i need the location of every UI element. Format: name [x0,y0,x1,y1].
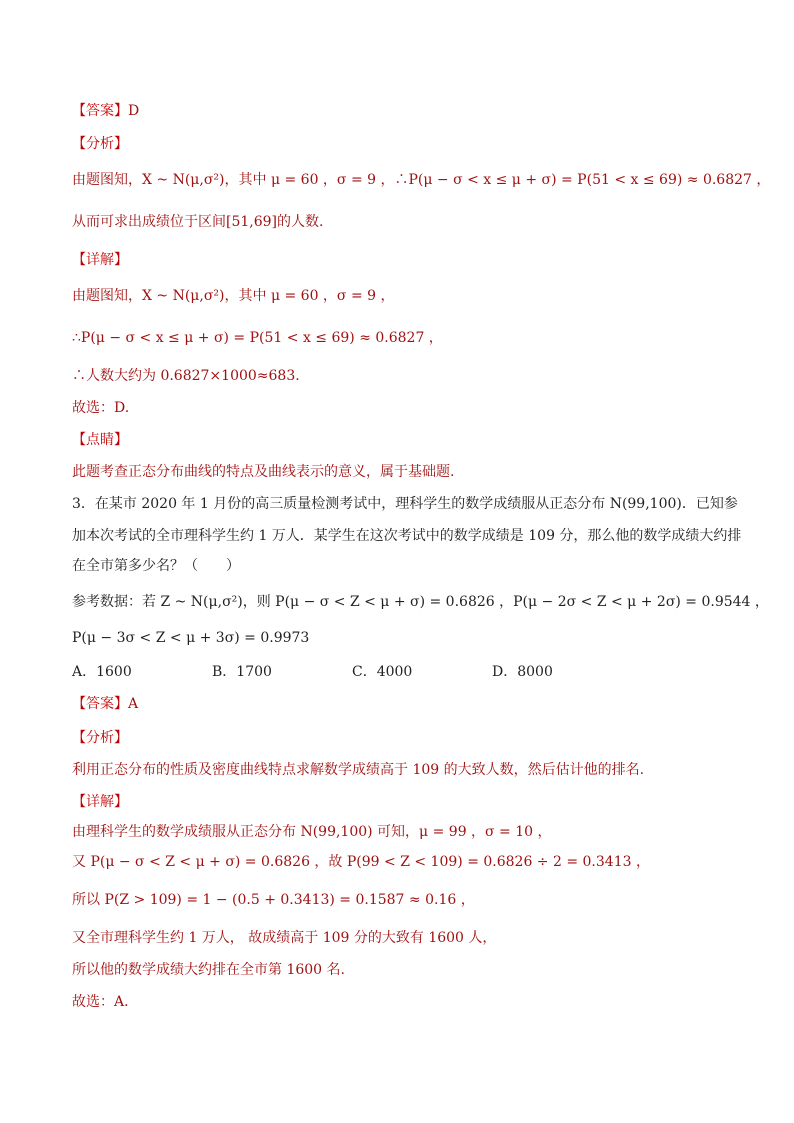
analysis-label: 【分析】 [72,730,128,746]
analysis-text: 由题图知，X ~ N(μ,σ²)，其中 μ = 60 ，σ = 9 ，∴P(μ − σ < x ≤ μ + σ) = P(51 < x ≤ 69) ≈ 0.6827 ， [72,172,771,188]
detail-label: 【详解】 [72,794,128,810]
question-text: 在全市第多少名？（ ） [72,558,240,574]
answer-value: D [128,103,140,119]
option-d: D．8000 [492,664,553,680]
q2-answer-row [72,101,752,121]
reference-data: 参考数据：若 Z ~ N(μ,σ²)，则 P(μ − σ < Z < μ + σ) = 0.6826 ，P(μ − 2σ < Z < μ + 2σ) = 0.9544 ， [72,594,769,610]
question-text: 3．在某市 2020 年 1 月份的高三质量检测考试中，理科学生的数学成绩服从正态分布 N(99,100)．已知参 [72,496,738,512]
comment-label: 【点睛】 [72,432,128,448]
option-c: C．4000 [352,664,413,680]
detail-text: ∴人数大约为 0.6827×1000≈683. [72,368,300,384]
detail-text: 由题图知，X ~ N(μ,σ²)，其中 μ = 60 ，σ = 9 ， [72,288,395,304]
analysis-label: 【分析】 [72,136,128,152]
q3-answer-row [72,694,752,714]
detail-text: ∴P(μ − σ < x ≤ μ + σ) = P(51 < x ≤ 69) ≈ 0.6827 ， [72,330,443,346]
detail-text: 又全市理科学生约 1 万人， 故成绩高于 109 分的大致有 1600 人， [72,930,497,946]
analysis-text: 从而可求出成绩位于区间[51,69]的人数. [72,214,324,230]
option-b: B．1700 [212,664,272,680]
option-a: A．1600 [72,664,132,680]
answer-label: 【答案】 [72,103,128,119]
detail-text: 又 P(μ − σ < Z < μ + σ) = 0.6826 ，故 P(99 < Z < 109) = 0.6826 ÷ 2 = 0.3413 ， [72,854,650,870]
comment-text: 此题考查正态分布曲线的特点及曲线表示的意义，属于基础题. [72,464,455,480]
answer-value: A [128,696,139,712]
detail-text: 所以 P(Z > 109) = 1 − (0.5 + 0.3413) = 0.1587 ≈ 0.16 ， [72,892,475,908]
question-text: 加本次考试的全市理科学生约 1 万人．某学生在这次考试中的数学成绩是 109 分，那么他的数学成绩大约排 [72,528,742,544]
detail-text: 由理科学生的数学成绩服从正态分布 N(99,100) 可知，μ = 99 ，σ = 10 ， [72,824,552,840]
analysis-text: 利用正态分布的性质及密度曲线特点求解数学成绩高于 109 的大致人数，然后估计他的排名. [72,762,645,778]
detail-text: 故选：D. [72,400,130,416]
detail-text: 所以他的数学成绩大约排在全市第 1600 名. [72,962,345,978]
detail-label: 【详解】 [72,252,128,268]
reference-data: P(μ − 3σ < Z < μ + 3σ) = 0.9973 [72,630,310,646]
detail-text: 故选：A. [72,994,129,1010]
options-row [72,662,752,682]
answer-label: 【答案】 [72,696,128,712]
